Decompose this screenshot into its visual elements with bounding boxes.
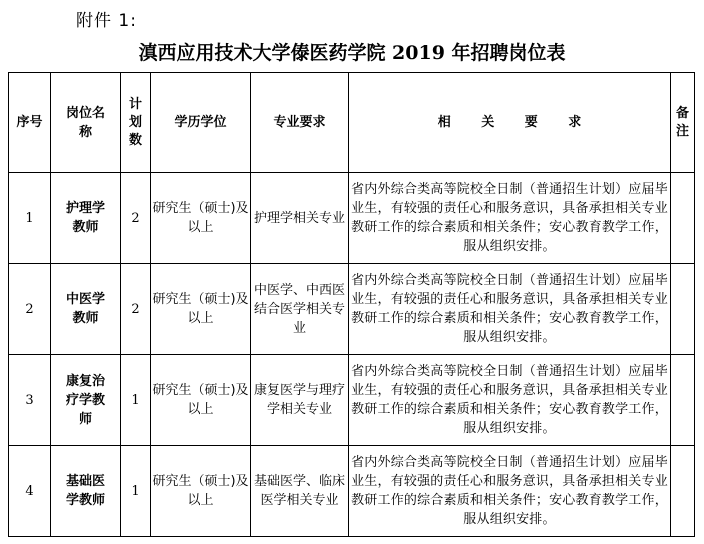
table-row xyxy=(9,446,695,537)
table-row xyxy=(9,173,695,264)
header-major: 专业要求 xyxy=(251,73,349,173)
table-row xyxy=(9,264,695,355)
cell-index: 3 xyxy=(9,355,51,446)
cell-requirements: 省内外综合类高等院校全日制（普通招生计划）应届毕业生，有较强的责任心和服务意识，具备承担相关专业教研工作的综合素质和相关条件；安心教育教学工作，服从组织安排。 xyxy=(349,264,671,355)
cell-remarks xyxy=(671,355,695,446)
header-count: 计划数 xyxy=(121,73,151,173)
cell-major: 康复医学与理疗学相关专业 xyxy=(251,355,349,446)
cell-remarks xyxy=(671,264,695,355)
cell-post: 中医学教师 xyxy=(51,264,121,355)
header-degree: 学历学位 xyxy=(151,73,251,173)
document-title: 滇西应用技术大学傣医药学院 2019 年招聘岗位表 xyxy=(138,42,566,64)
attachment-label: 附件 1: xyxy=(76,11,137,31)
cell-count: 1 xyxy=(121,355,151,446)
cell-post: 康复治疗学教师 xyxy=(51,355,121,446)
cell-degree: 研究生（硕士)及以上 xyxy=(151,173,251,264)
recruitment-table xyxy=(8,72,695,537)
cell-major: 护理学相关专业 xyxy=(251,173,349,264)
cell-remarks xyxy=(671,446,695,537)
cell-count: 2 xyxy=(121,173,151,264)
cell-post: 护理学教师 xyxy=(51,173,121,264)
table-row xyxy=(9,355,695,446)
cell-degree: 研究生（硕士)及以上 xyxy=(151,355,251,446)
cell-index: 4 xyxy=(9,446,51,537)
cell-count: 2 xyxy=(121,264,151,355)
cell-major: 中医学、中西医结合医学相关专业 xyxy=(251,264,349,355)
cell-index: 2 xyxy=(9,264,51,355)
header-index: 序号 xyxy=(9,73,51,173)
cell-remarks xyxy=(671,173,695,264)
cell-count: 1 xyxy=(121,446,151,537)
cell-degree: 研究生（硕士)及以上 xyxy=(151,446,251,537)
cell-requirements: 省内外综合类高等院校全日制（普通招生计划）应届毕业生，有较强的责任心和服务意识，具备承担相关专业教研工作的综合素质和相关条件；安心教育教学工作，服从组织安排。 xyxy=(349,355,671,446)
cell-major: 基础医学、临床医学相关专业 xyxy=(251,446,349,537)
cell-post: 基础医学教师 xyxy=(51,446,121,537)
header-remarks: 备注 xyxy=(671,73,695,173)
cell-requirements: 省内外综合类高等院校全日制（普通招生计划）应届毕业生，有较强的责任心和服务意识，具备承担相关专业教研工作的综合素质和相关条件；安心教育教学工作，服从组织安排。 xyxy=(349,173,671,264)
cell-requirements: 省内外综合类高等院校全日制（普通招生计划）应届毕业生，有较强的责任心和服务意识，具备承担相关专业教研工作的综合素质和相关条件；安心教育教学工作，服从组织安排。 xyxy=(349,446,671,537)
table-header-row xyxy=(9,73,695,173)
header-requirements: 相 关 要 求 xyxy=(349,73,671,173)
cell-index: 1 xyxy=(9,173,51,264)
cell-degree: 研究生（硕士)及以上 xyxy=(151,264,251,355)
header-post: 岗位名称 xyxy=(51,73,121,173)
